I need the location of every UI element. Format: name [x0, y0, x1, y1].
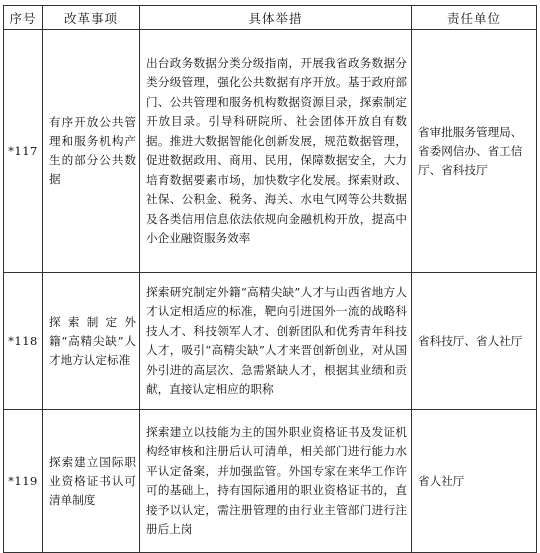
row-measure: 出台政务数据分类分级指南，开展我省政务数据分类分级管理，强化公共数据有序开放。基于政府部门、公共管理和服务机构数据资源目录，探索制定开放目录。引导科研院所、社会团体开放自有数据。推进大数据智能化创新发展，规范数据管理，促进数据政用、商用、民用，保障数据安全，大力培育数据要素市场，加快数字化发展。探索财政、社保、公积金、税务、海关、水电气网等公共数据及各类信用信息依法依规向金融机构开放，提高中小企业融资服务效率 — [140, 30, 412, 273]
row-measure: 探索研究制定外籍“高精尖缺”人才与山西省地方人才认定相适应的标准，靶向引进国外一流的战略科技人才、科技领军人才、创新团队和优秀青年科技人才，吸引“高精尖缺”人才来晋创新创业，对从国外引进的高层次、急需紧缺人才，根据其业绩和贡献，直接认定相应的职称 — [140, 273, 412, 410]
row-item: 探索建立国际职业资格证书认可清单制度 — [43, 410, 140, 553]
table-row — [4, 410, 537, 553]
row-unit: 省科技厅、省人社厅 — [412, 273, 537, 410]
row-measure: 探索建立以技能为主的国外职业资格证书及发证机构经审核和注册后认可清单，相关部门进行能力水平认定备案，并加强监管。外国专家在来华工作许可的基础上，持有国际通用的职业资格证书的，直接予以认定，需注册管理的由行业主管部门进行注册后上岗 — [140, 410, 412, 553]
table-row — [4, 30, 537, 273]
table-row — [4, 273, 537, 410]
header-measure: 具体举措 — [140, 6, 412, 30]
row-seq: *117 — [4, 30, 43, 273]
row-unit: 省人社厅 — [412, 410, 537, 553]
row-item: 有序开放公共管理和服务机构产生的部分公共数据 — [43, 30, 140, 273]
header-unit: 责任单位 — [412, 6, 537, 30]
table-header-row — [4, 6, 537, 30]
row-unit: 省审批服务管理局、省委网信办、省工信厅、省科技厅 — [412, 30, 537, 273]
header-item: 改革事项 — [43, 6, 140, 30]
reform-measures-table — [3, 5, 537, 553]
row-item: 探索制定外籍“高精尖缺”人才地方认定标准 — [43, 273, 140, 410]
row-seq: *119 — [4, 410, 43, 553]
row-seq: *118 — [4, 273, 43, 410]
header-seq: 序号 — [4, 6, 43, 30]
